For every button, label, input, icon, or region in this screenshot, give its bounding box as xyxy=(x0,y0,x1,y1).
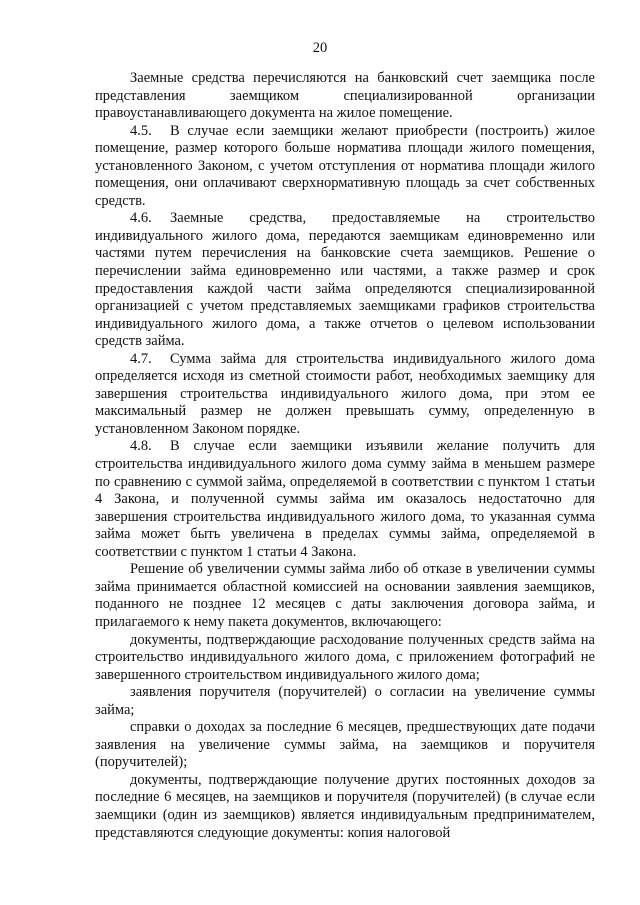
clause-number: 4.5. xyxy=(130,122,152,139)
body-text xyxy=(95,70,595,842)
paragraph-text: Заемные средства перечисляются на банковский счет заемщика после представления заемщиком специализированной организации правоустанавливающего документа на жилое помещение. xyxy=(95,70,595,122)
paragraph-text: Сумма займа для строительства индивидуального жилого дома определяется исходя из сметной стоимости работ, необходимых заемщику для завершения строительства индивидуального жилого дома, при этом ее максимальный размер не должен превышать сумму, определенную в установленном Законом порядке. xyxy=(95,350,595,437)
paragraph-4-8 xyxy=(95,438,595,561)
paragraph-text: В случае если заемщики изъявили желание получить для строительства индивидуального жилого дома сумму займа в меньшем размере по сравнению с суммой займа, определяемой в соответствии с пунктом 1 статьи 4 Закона, и полученной суммы займа им оказалось недостаточно для завершения строительства индивидуального жилого дома, то указанная сумма займа может быть увеличена в пределах суммы займа, определяемой в соответствии с пунктом 1 статьи 4 Закона. xyxy=(95,438,595,560)
paragraph-4-6 xyxy=(95,210,595,350)
clause-number: 4.8. xyxy=(130,438,152,455)
paragraph-decision xyxy=(95,561,595,631)
list-item-expense-documents xyxy=(95,632,595,685)
paragraph-text: Решение об увеличении суммы займа либо об отказе в увеличении суммы займа принимается областной комиссией на основании заявления заемщиков, поданного не позднее 12 месяцев с даты заключения договора займа, и прилагаемого к нему пакета документов, включающего: xyxy=(95,561,595,630)
paragraph-text: заявления поручителя (поручителей) о согласии на увеличение суммы займа; xyxy=(95,684,595,718)
paragraph-text: справки о доходах за последние 6 месяцев, предшествующих дате подачи заявления на увеличение суммы займа, на заемщиков и поручителя (поручителей); xyxy=(95,719,595,771)
paragraph-4-7 xyxy=(95,351,595,439)
paragraph-text: документы, подтверждающие получение других постоянных доходов за последние 6 месяцев, на заемщиков и поручителя (поручителей) (в случае если заемщики (один из заемщиков) является индивидуальным предпринимателем, представляются следующие документы: копия налоговой xyxy=(95,771,595,841)
list-item-income-certificates xyxy=(95,719,595,772)
clause-number: 4.6. xyxy=(130,210,152,227)
page-number: 20 xyxy=(312,40,328,56)
list-item-other-income-documents xyxy=(95,772,595,842)
paragraph-text: Заемные средства, предоставляемые на строительство индивидуального жилого дома, передаются заемщикам единовременно или частями путем перечисления на банковские счета заемщиков. Решение о перечислении займа единовременно или частями, а также размер и срок предоставления каждой части займа определяются специализированной организацией с учетом представляемых заемщиками графиков строительства индивидуального жилого дома, а также отчетов о целевом использовании средств займа. xyxy=(95,210,595,350)
list-item-guarantor-statements xyxy=(95,684,595,719)
paragraph-text: В случае если заемщики желают приобрести (построить) жилое помещение, размер которого больше норматива площади жилого помещения, установленного Законом, с учетом отступления от норматива площади жилого помещения, они оплачивают сверхнормативную площадь за счет собственных средств. xyxy=(95,122,595,209)
paragraph-4-5 xyxy=(95,123,595,211)
paragraph-intro xyxy=(95,70,595,123)
clause-number: 4.7. xyxy=(130,350,152,367)
paragraph-text: документы, подтверждающие расходование полученных средств займа на строительство индивидуального жилого дома, с приложением фотографий не завершенного строительством индивидуального жилого дома; xyxy=(95,631,595,683)
